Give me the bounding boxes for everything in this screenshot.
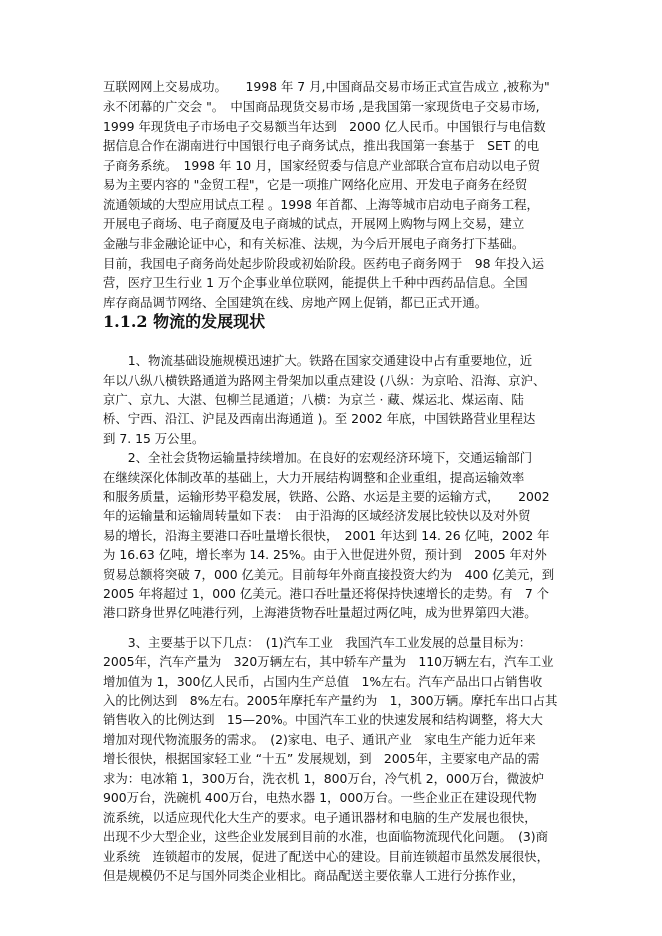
paragraph-line: 年的运输量和运输周转量如下表： 由于沿海的区域经济发展比较快以及对外贸 bbox=[103, 508, 531, 523]
paragraph-line: 入的比例达到 8%左右。2005年摩托车产量约为 1，300万辆。摩托车出口占其 bbox=[103, 693, 558, 708]
paragraph-line: 子商务系统。 1998 年 10 月，国家经贸委与信息产业部联合宣布启动以电子贸 bbox=[103, 158, 541, 173]
paragraph-line: 库存商品调节网络、全国建筑在线、房地产网上促销，都已正式开通。 bbox=[103, 295, 488, 310]
paragraph-line: 年以八纵八横铁路通道为路网主骨架加以重点建设 (八纵：为京哈、沿海、京沪、 bbox=[103, 373, 546, 388]
paragraph-line: 求为：电冰箱 1，300万台，洗衣机 1，800万台，冷气机 2，000万台，微波炉 bbox=[103, 771, 544, 786]
paragraph-line: 易的增长，沿海主要港口吞吐量增长很快， 2001 年达到 14. 26 亿吨，2002 年 bbox=[103, 528, 550, 543]
paragraph-line: 出现不少大型企业，这些企业发展到目前的水准，也面临物流现代化问题。 (3)商 bbox=[103, 829, 549, 844]
paragraph-line: 流通领域的大型应用试点工程 。1998 年首都、上海等城市启动电子商务工程， bbox=[103, 197, 539, 212]
paragraph-line: 据信息合作在湖南进行中国银行电子商务试点，推出我国第一套基于 SET 的电 bbox=[103, 138, 540, 153]
paragraph-line: 贸易总额将突破 7，000 亿美元。目前每年外商直接投资大约为 400 亿美元，到 bbox=[103, 567, 555, 582]
section-heading: 1.1.2 物流的发展现状 bbox=[103, 312, 266, 331]
paragraph-line: 2005年，汽车产量为 320万辆左右，其中轿车产量为 110万辆左右，汽车工业 bbox=[103, 654, 554, 669]
paragraph-line: 互联网网上交易成功。 1998 年 7 月,中国商品交易市场正式宣告成立 ,被称为" bbox=[103, 79, 550, 94]
paragraph-line: 2、全社会货物运输量持续增加。在良好的宏观经济环境下，交通运输部门 bbox=[103, 450, 533, 465]
paragraph-line: 2005 年将超过 1，000 亿美元。港口吞吐量还将保持快速增长的走势。有 7 个 bbox=[103, 586, 550, 601]
paragraph-line: 增加对现代物流服务的需求。 (2)家电、电子、通讯产业 家电生产能力近年来 bbox=[103, 732, 536, 747]
paragraph-line: 900万台，洗碗机 400万台，电热水器 1，000万台。一些企业正在建设现代物 bbox=[103, 790, 537, 805]
paragraph-line: 永不闭幕的广交会 "。 中国商品现货交易市场 ,是我国第一家现货电子交易市场, bbox=[103, 99, 540, 114]
paragraph-line: 流系统，以适应现代化大生产的要求。电子通讯器材和电脑的生产发展也很快， bbox=[103, 810, 537, 825]
paragraph-line: 目前，我国电子商务尚处起步阶段或初始阶段。医药电子商务网于 98 年投入运 bbox=[103, 256, 544, 271]
paragraph-line: 增长很快，根据国家轻工业 “十五” 发展规划，到 2005年，主要家电产品的需 bbox=[103, 751, 540, 766]
paragraph-line: 1、物流基础设施规模迅速扩大。铁路在国家交通建设中占有重要地位，近 bbox=[103, 353, 533, 368]
paragraph-line: 在继续深化体制改革的基础上，大力开展结构调整和企业重组，提高运输效率 bbox=[103, 470, 525, 485]
paragraph-line: 京广、京九、大湛、包柳兰昆通道；八横：为京兰 · 藏、煤运北、煤运南、陆 bbox=[103, 392, 524, 407]
paragraph-line: 为 16.63 亿吨，增长率为 14. 25%。由于入世促进外贸，预计到 2005 年对外 bbox=[103, 547, 547, 562]
paragraph-line: 港口跻身世界亿吨港行列，上海港货物吞吐量超过两亿吨，成为世界第四大港。 bbox=[103, 605, 537, 620]
paragraph-line: 1999 年现货电子市场电子交易额当年达到 2000 亿人民币。中国银行与电信数 bbox=[103, 119, 546, 134]
paragraph-line: 但是规模仍不足与国外同类企业相比。商品配送主要依靠人工进行分拣作业， bbox=[103, 868, 525, 883]
paragraph-line: 增加值为 1，300亿人民币，占国内生产总值 1%左右。汽车产品出口占销售收 bbox=[103, 674, 543, 689]
paragraph-line: 销售收入的比例达到 15—20%。中国汽车工业的快速发展和结构调整，将大大 bbox=[103, 712, 543, 727]
paragraph-line: 到 7. 15 万公里。 bbox=[103, 431, 205, 446]
paragraph-line: 金融与非金融论证中心，和有关标准、法规，为今后开展电子商务打下基础。 bbox=[103, 236, 525, 251]
paragraph-line: 桥、宁西、沿江、沪昆及西南出海通道 )。至 2002 年底，中国铁路营业里程达 bbox=[103, 411, 536, 426]
paragraph-line: 和服务质量，运输形势平稳发展，铁路、公路、水运是主要的运输方式， 2002 bbox=[103, 489, 550, 504]
paragraph-line: 易为主要内容的 "金贸工程"，它是一项推广网络化应用、开发电子商务在经贸 bbox=[103, 177, 528, 192]
paragraph-line: 营，医疗卫生行业 1 万个企事业单位联网，能提供上千种中西药品信息。全国 bbox=[103, 275, 528, 290]
paragraph-line: 开展电子商场、电子商厦及电子商城的试点，开展网上购物与网上交易，建立 bbox=[103, 216, 525, 231]
paragraph-line: 3、主要基于以下几点： (1)汽车工业 我国汽车工业发展的总量目标为： bbox=[103, 635, 532, 650]
paragraph-line: 业系统 连锁超市的发展，促进了配送中心的建设。目前连锁超市虽然发展很快， bbox=[103, 849, 550, 864]
